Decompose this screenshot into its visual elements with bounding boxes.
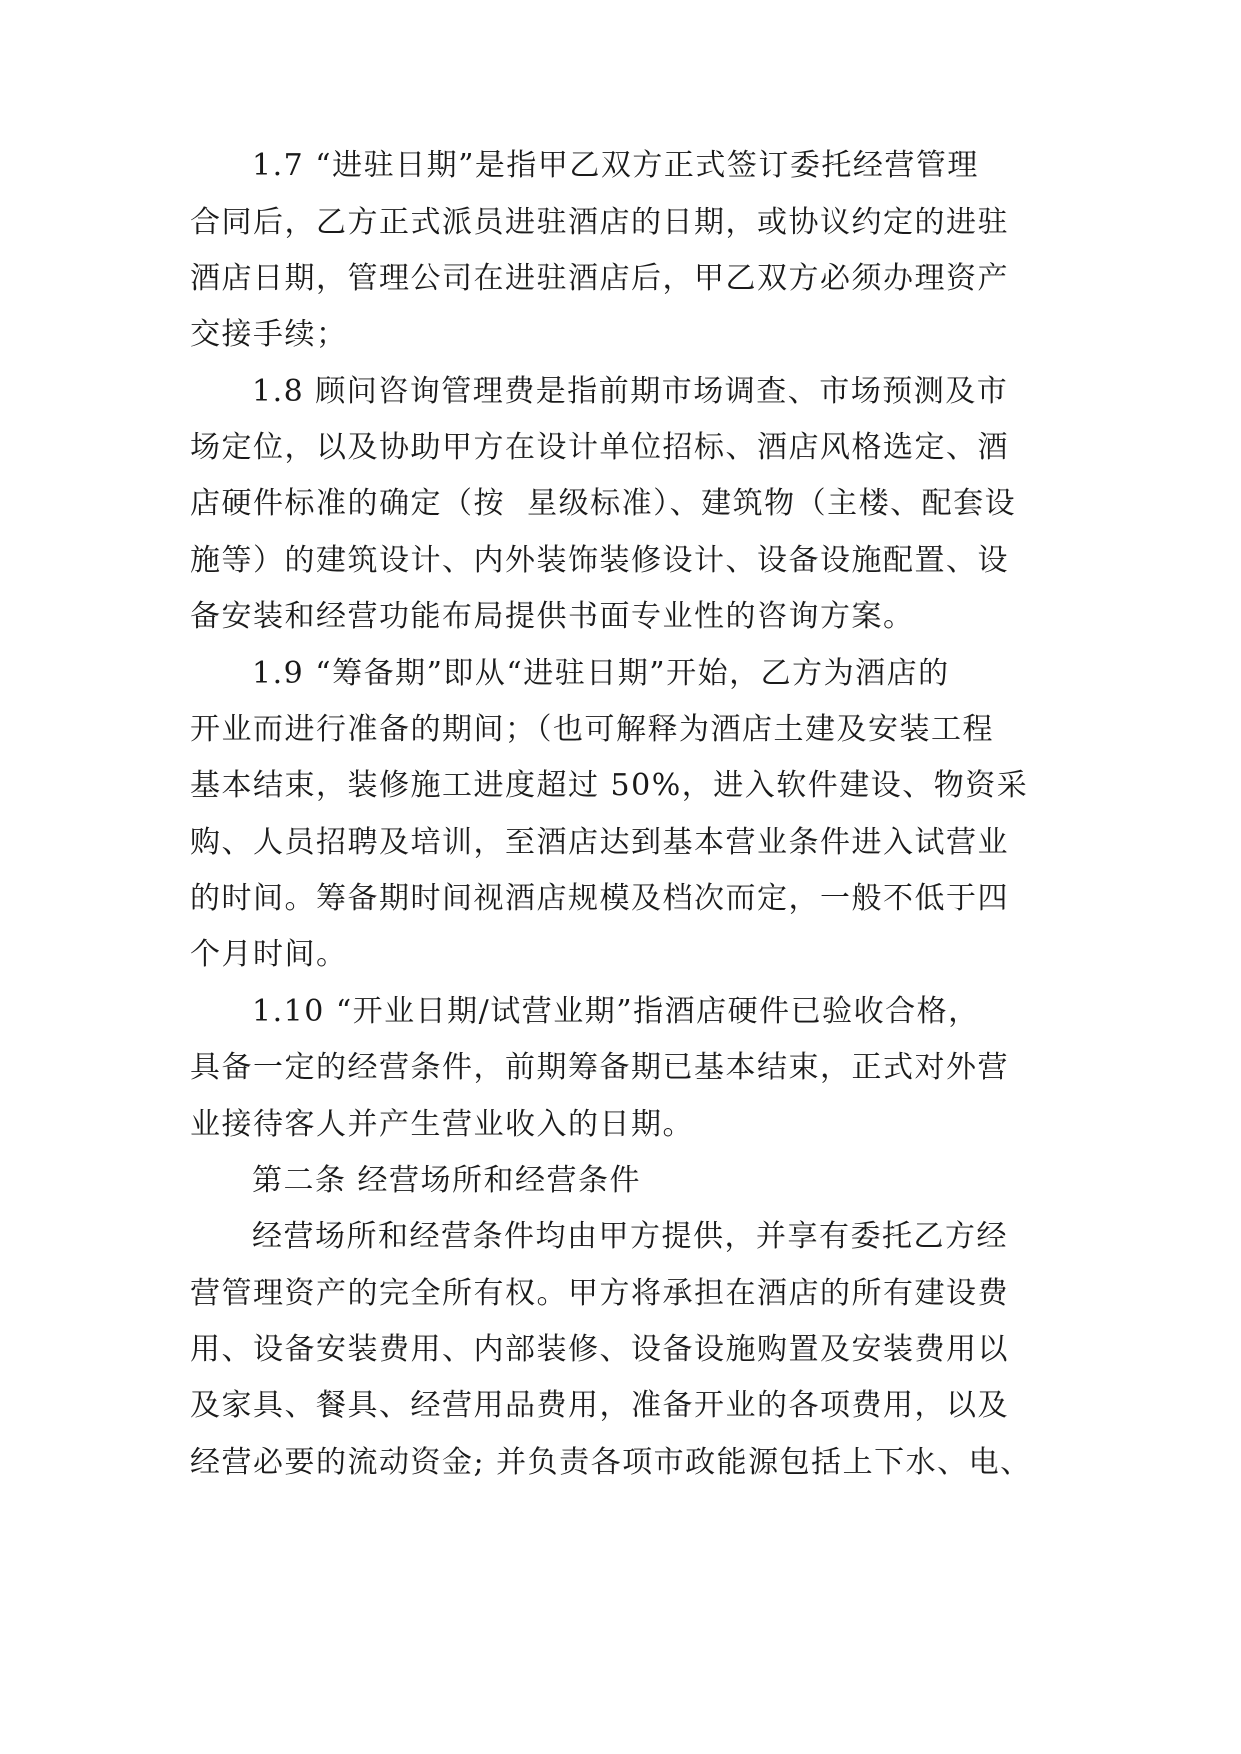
- text-line: 个月时间。: [190, 937, 348, 972]
- section-heading: 第二条 经营场所和经营条件: [252, 1163, 642, 1198]
- text-line: 用、设备安装费用、内部装修、设备设施购置及安装费用以: [190, 1332, 1009, 1367]
- text-line: 施等）的建筑设计、内外装饰装修设计、设备设施配置、设: [190, 543, 1009, 578]
- text-line: 1.10 “开业日期/试营业期”指酒店硬件已验收合格，: [252, 994, 980, 1029]
- text-line: 1.8 顾问咨询管理费是指前期市场调查、市场预测及市: [252, 374, 1009, 409]
- text-line: 店硬件标准的确定（按 星级标准）、建筑物（主楼、配套设: [190, 486, 1017, 521]
- text-line: 业接待客人并产生营业收入的日期。: [190, 1107, 694, 1142]
- text-line: 经营必要的流动资金; 并负责各项市政能源包括上下水、电、: [190, 1445, 1032, 1480]
- text-line: 基本结束，装修施工进度超过 50%，进入软件建设、物资采: [190, 768, 1029, 803]
- text-line: 的时间。筹备期时间视酒店规模及档次而定，一般不低于四: [190, 881, 1009, 916]
- text-line: 购、人员招聘及培训，至酒店达到基本营业条件进入试营业: [190, 825, 1009, 860]
- text-line: 酒店日期，管理公司在进驻酒店后，甲乙双方必须办理资产: [190, 261, 1009, 296]
- text-line: 营管理资产的完全所有权。甲方将承担在酒店的所有建设费: [190, 1276, 1009, 1311]
- text-line: 合同后，乙方正式派员进驻酒店的日期，或协议约定的进驻: [190, 205, 1009, 240]
- text-line: 场定位，以及协助甲方在设计单位招标、酒店风格选定、酒: [190, 430, 1009, 465]
- text-line: 具备一定的经营条件，前期筹备期已基本结束，正式对外营: [190, 1050, 1009, 1085]
- text-line: 备安装和经营功能布局提供书面专业性的咨询方案。: [190, 599, 915, 634]
- text-line: 及家具、餐具、经营用品费用，准备开业的各项费用，以及: [190, 1388, 1009, 1423]
- text-line: 开业而进行准备的期间；（也可解释为酒店土建及安装工程: [190, 712, 994, 747]
- text-line: 1.9 “筹备期”即从“进驻日期”开始，乙方为酒店的: [252, 656, 950, 691]
- text-line: 1.7 “进驻日期”是指甲乙双方正式签订委托经营管理: [252, 148, 979, 183]
- text-line: 交接手续；: [190, 317, 348, 352]
- text-line: 经营场所和经营条件均由甲方提供，并享有委托乙方经: [252, 1219, 1008, 1254]
